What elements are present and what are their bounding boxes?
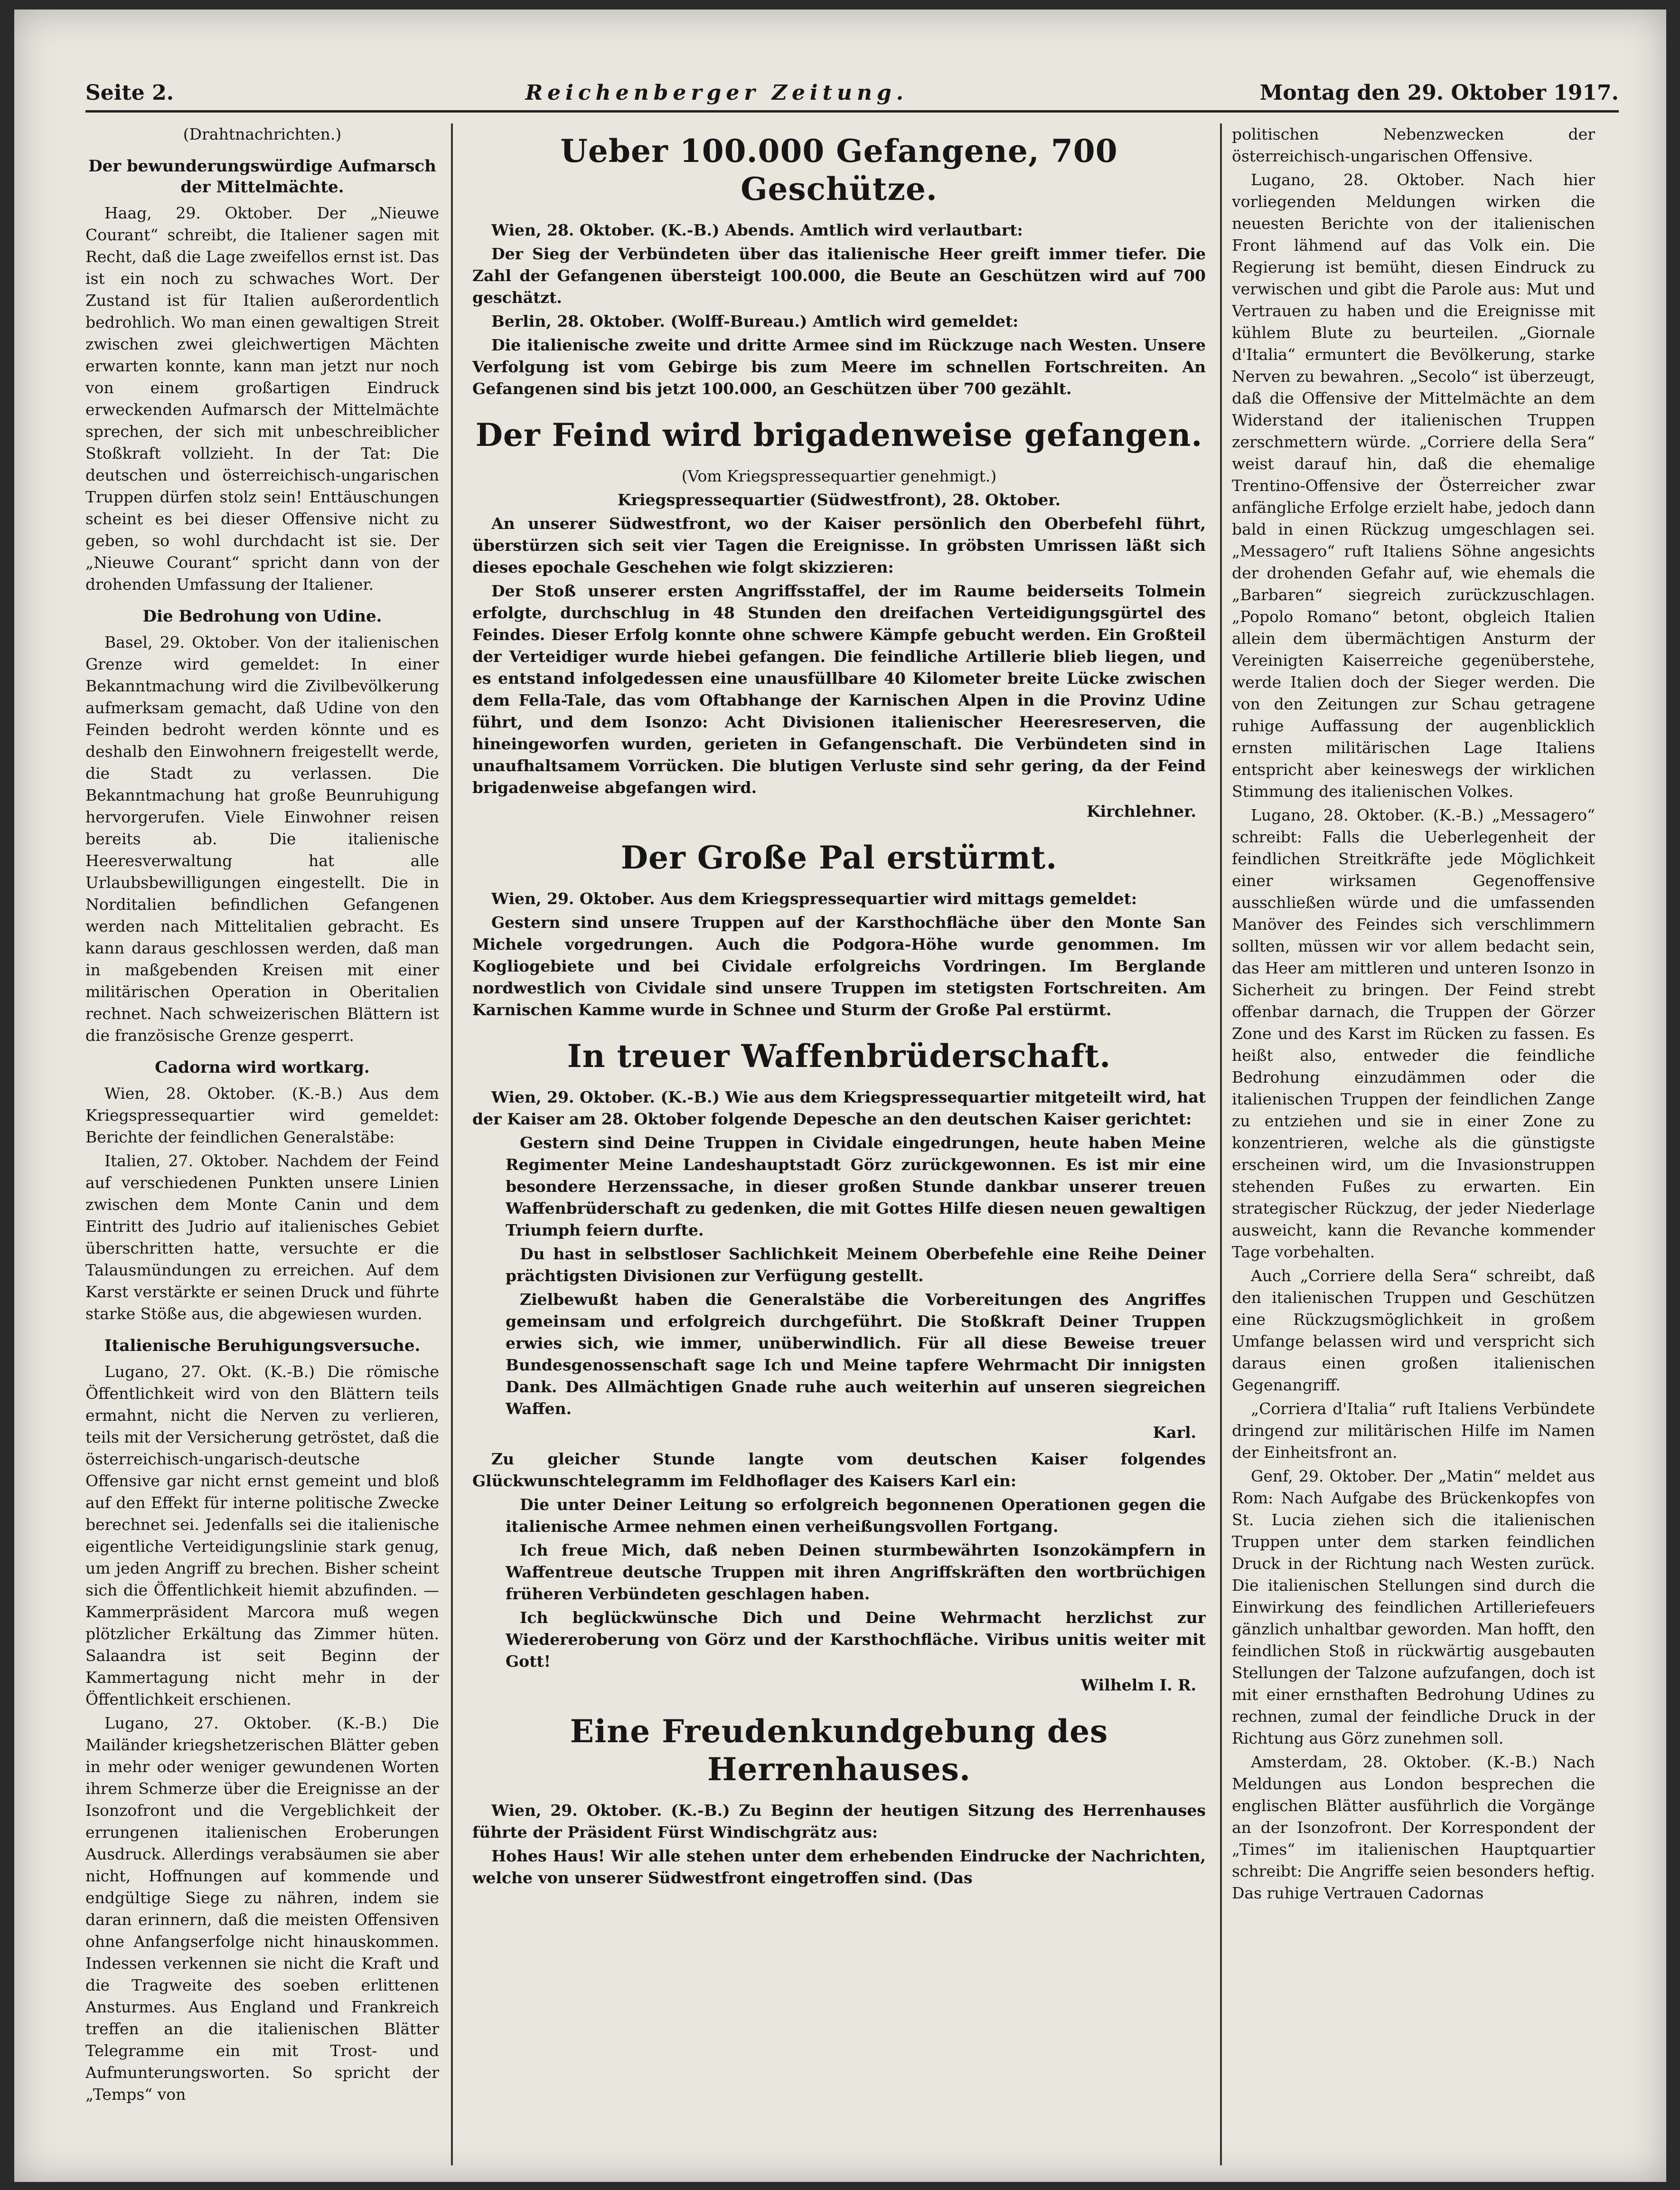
article-basel: Basel, 29. Oktober. Von der italienischen Grenze wird gemeldet: In einer Bekanntmachung wird die Zivilbevölkerung aufmerksam gemacht, daß Udine von den Feinden bedroht werden könnte und es deshalb den Einwohnern freigestellt werde, die Stadt zu verlassen. Die Bekanntmachung hat große Beunruhigung hervorgerufen. Viele Einwohner reisen bereits ab. Die italienische Heeresverwaltung hat alle Urlaubsbewilligungen eingestellt. Die in Norditalien befindlichen Gefangenen werden nach Mittelitalien gebracht. Es kann daraus geschlossen werden, daß man in maßgebenden Kreisen mit einer militärischen Operation in Oberitalien rechnet. Nach schweizerischen Blättern ist die französische Grenze gesperrt.: [85, 633, 439, 1045]
telegram-wilhelm-2: Ich freue Mich, daß neben Deinen sturmbewährten Isonzokämpfern in Waffentreue deutsche Truppen mit ihren Angriffskräften den wortbrüchigen früheren Verbündeten geschlagen haben.: [506, 1541, 1206, 1603]
headline-pal: Der Große Pal erstürmt.: [620, 839, 1058, 876]
signature-kirchlehner: Kirchlehner.: [1086, 802, 1196, 821]
article-lugano-28b: Lugano, 28. Oktober. (K.-B.) „Messagero“ schreibt: Falls die Ueberlegenheit der feindlichen Streitkräfte jede Möglichkeit einer wirksamen Gegenoffensive ausschließen würde und die umfassenden Manöver des Feindes sich verschlimmern sollten, müssen wir vor allem bedacht sein, das Heer am mittleren und unteren Isonzo in Sicherheit zu bringen. Der Feind strebt offenbar darnach, die Truppen der Görzer Zone und des Karst im Rücken zu fassen. Es heißt also, entweder die feindliche Bedrohung einzudämmen oder die italienischen Truppen der feindlichen Zange zu entziehen und sie in einer Zone zu konzentrieren, welche als die günstigste erscheinen wird, um die Invasionstruppen stehenden Fußes zu erwarten. Ein strategischer Rückzug, der jeder Niederlage ausweicht, kann die Revanche kommender Tage vorbehalten.: [1232, 806, 1595, 1261]
telegram-wilhelm-3: Ich beglückwünsche Dich und Deine Wehrmacht herzlichst zur Wiedereroberung von Görz und der Karsthochfläche. Viribus unitis weiter mit Gott!: [506, 1608, 1206, 1671]
article-wien-28: Wien, 28. Oktober. (K.-B.) Aus dem Kriegspressequartier wird gemeldet: Berichte der feindlichen Generalstäbe:: [85, 1084, 439, 1146]
dateline-wien-abends: Wien, 28. Oktober. (K.-B.) Abends. Amtlich wird verlautbart:: [491, 221, 1023, 239]
headline-aufmarsch: Der bewunderungswürdige Aufmarsch der Mittelmächte.: [88, 157, 436, 197]
article-gestern: Gestern sind unsere Truppen auf der Karsthochfläche über den Monte San Michele vorgedrungen. Auch die Podgora-Höhe wurde genommen. Im Kogliogebiete und bei Cividale erfolgreichs Vordringen. Im Berglande nordwestlich von Cividale sind unsere Truppen im stetigsten Fortschreiten. Am Karnischen Kamme wurde in Schnee und Sturm der Große Pal erstürmt.: [472, 913, 1206, 1019]
newspaper-title: Reichenberger Zeitung.: [525, 80, 909, 105]
article-amsterdam: Amsterdam, 28. Oktober. (K.-B.) Nach Meldungen aus London besprechen die englischen Blätter ausführlich die Vorgänge an der Isonzofront. Der Korrespondent der „Times“ im italienischen Hauptquartier schreibt: Die Angriffe seien besonders heftig. Das ruhige Vertrauen Cadornas: [1232, 1753, 1595, 1902]
dateline-wien-29b: Wien, 29. Oktober. (K.-B.) Wie aus dem Kriegspressequartier mitgeteilt wird, hat der Kaiser am 28. Oktober folgende Depesche an den deutschen Kaiser gerichtet:: [472, 1088, 1206, 1128]
newspaper-page: [14, 9, 1666, 2182]
column-rule: [1220, 123, 1222, 2165]
article-lugano-27b: Lugano, 27. Oktober. (K.-B.) Die Mailänder kriegshetzerischen Blätter geben in mehr oder weniger gewundenen Worten ihrem Schmerze über die Ereignisse an der Isonzofront und die Vergeblichkeit der errungenen italienischen Eroberungen Ausdruck. Allerdings verabsäumen sie aber nicht, Hoffnungen auf kommende und endgültige Siege zu nähren, indem sie daran erinnern, daß die meisten Offensiven ohne Anfangserfolge nicht hinauskommen. Indessen verkennen sie nicht die Kraft und die Tragweite des soeben erlittenen Ansturmes. Aus England und Frankreich treffen an die italienischen Blätter Telegramme ein mit Trost- und Aufmunterungsworten. So spricht der „Temps“ von: [85, 1714, 439, 2104]
dateline-berlin: Berlin, 28. Oktober. (Wolff-Bureau.) Amtlich wird gemeldet:: [491, 312, 1019, 330]
dateline-wien-29a: Wien, 29. Oktober. Aus dem Kriegspressequartier wird mittags gemeldet:: [491, 889, 1137, 908]
article-suedwestfront: An unserer Südwestfront, wo der Kaiser persönlich den Oberbefehl führt, überstürzen sich seit vier Tagen die Ereignisse. In gröbsten Umrissen läßt sich dieses epochale Geschehen wie folgt skizzieren:: [472, 514, 1206, 576]
article-armee: Die italienische zweite und dritte Armee sind im Rückzuge nach Westen. Unsere Verfolgung ist vom Gebirge bis zum Meere im schnellen Fortschreiten. An Gefangenen sind bis jetzt 100.000, an Geschützen über 700 gezählt.: [472, 336, 1206, 398]
article-lugano-27a: Lugano, 27. Okt. (K.-B.) Die römische Öffentlichkeit wird von den Blättern teils ermahnt, nicht die Nerven zu verlieren, teils mit der Versicherung getröstet, daß die österreichisch-ungarisch-deutsche Offensive gar nicht ernst gemeint und bloß auf den Effekt für interne politische Zwecke berechnet sei. Jedenfalls sei die italienische eigentliche Verteidigungslinie stark genug, um jeden Angriff zu brechen. Bisher scheint sich die Öffentlichkeit hiemit abzufinden. — Kammerpräsident Marcora muß wegen plötzlicher Erkältung das Zimmer hüten. Salaandra ist seit Beginn der Kammertagung nicht mehr in der Öffentlichkeit erschienen.: [85, 1362, 439, 1709]
masthead: [85, 76, 1619, 109]
column-center: [472, 123, 1206, 2165]
masthead-rule: [85, 110, 1619, 113]
column-left: [85, 123, 439, 2165]
headline-brigaden: Der Feind wird brigadenweise gefangen.: [475, 416, 1203, 453]
telegram-karl-3: Zielbewußt haben die Generalstäbe die Vorbereitungen des Angriffes gemeinsam und erfolgreich durchgeführt. Die Stoßkraft Deiner Truppen erwies sich, wie immer, unüberwindlich. Für all diese Beweise treuer Bundesgenossenschaft sage Ich und Meine tapfere Wehrmacht Dir innigsten Dank. Des Allmächtigen Gnade ruhe auch weiterhin auf unseren siegreichen Waffen.: [506, 1290, 1206, 1418]
headline-herrenhaus: Eine Freudenkundgebung des Herrenhauses.: [570, 1713, 1108, 1788]
telegram-karl-2: Du hast in selbstloser Sachlichkeit Meinem Oberbefehle eine Reihe Deiner prächtigsten Divisionen zur Verfügung gestellt.: [506, 1245, 1206, 1285]
column-rule: [451, 123, 453, 2165]
dateline-kpq: Kriegspressequartier (Südwestfront), 28. Oktober.: [617, 491, 1061, 509]
article-genf: Genf, 29. Oktober. Der „Matin“ meldet aus Rom: Nach Aufgabe des Brückenkopfes von St. Lucia ziehen sich die italienischen Truppen unter dem starken feindlichen Druck in der Richtung nach Westen zurück. Die italienischen Stellungen sind durch die Einwirkung des feindlichen Artilleriefeuers gänzlich unhaltbar geworden. Man hofft, den feindlichen Stoß in rückwärtig ausgebauten Stellungen der Talzone aufzufangen, doch ist mit einer ernsthaften Bedrohung Udines zu rechnen, zumal der feindliche Druck in der Richtung aus Görz zunehmen soll.: [1232, 1467, 1595, 1747]
headline-udine: Die Bedrohung von Udine.: [142, 607, 382, 626]
article-corriera-italia: „Corriera d'Italia“ ruft Italiens Verbündete dringend zur militärischen Hilfe im Namen der Einheitsfront an.: [1232, 1399, 1595, 1462]
headline-gefangene: Ueber 100.000 Gefangene, 700 Geschütze.: [560, 132, 1118, 208]
telegram-wilhelm-1: Die unter Deiner Leitung so erfolgreich begonnenen Operationen gegen die italienische Armee nehmen einen verheißungsvollen Fortgang.: [506, 1495, 1206, 1536]
signature-wilhelm: Wilhelm I. R.: [1081, 1676, 1196, 1694]
headline-beruhigung: Italienische Beruhigungsversuche.: [104, 1336, 421, 1355]
signature-karl: Karl.: [1153, 1423, 1196, 1442]
article-haag: Haag, 29. Oktober. Der „Nieuwe Courant“ schreibt, die Italiener sagen mit Recht, daß die Lage zweifellos ernst ist. Das ist ein noch zu schwaches Wort. Der Zustand ist für Italien außerordentlich bedrohlich. Wo man einen gewaltigen Streit zwischen zwei gleichwertigen Mächten erwarten konnte, kann man jetzt nur noch von einem großartigen Eindruck erweckenden Aufmarsch der Mittelmächte sprechen, der sich mit unbeschreiblicher Stoßkraft vollzieht. In der Tat: Die deutschen und österreichisch-ungarischen Truppen dürfen stolz sein! Enttäuschungen scheint es bei dieser Offensive nicht zu geben, so wohl durchdacht ist sie. Der „Nieuwe Courant“ spricht dann von der drohenden Umfassung der Italiener.: [85, 204, 439, 594]
source-note: (Vom Kriegspressequartier genehmigt.): [681, 467, 997, 485]
article-hohes-haus: Hohes Haus! Wir alle stehen unter dem erhebenden Eindrucke der Nachrichten, welche von unserer Südwestfront eingetroffen sind. (Das: [472, 1847, 1206, 1887]
page-number: Seite 2.: [85, 80, 174, 105]
dateline-wien-29c: Wien, 29. Oktober. (K.-B.) Zu Beginn der heutigen Sitzung des Herrenhauses führte der Präsident Fürst Windischgrätz aus:: [472, 1801, 1206, 1841]
column-right: [1232, 123, 1595, 2165]
article-corriere: Auch „Corriere della Sera“ schreibt, daß den italienischen Truppen und Geschützen eine Rückzugsmöglichkeit in großem Umfange belassen wird und verspricht sich daraus einen großen italienischen Gegenangriff.: [1232, 1266, 1595, 1394]
article-stoss: Der Stoß unserer ersten Angriffsstaffel, der im Raume beiderseits Tolmein erfolgte, durchschlug in 48 Stunden den dreifachen Verteidigungsgürtel des Feindes. Dieser Erfolg konnte ohne schwere Kämpfe gebucht werden. Ein Großteil der Verteidiger wurde hiebei gefangen. Die feindliche Artillerie blieb liegen, und es entstand infolgedessen eine unausfüllbare 40 Kilometer breite Lücke zwischen dem Fella-Tale, das vom Oftabhange der Karnischen Alpen in die Provinz Udine führt, und dem Isonzo: Acht Divisionen italienischer Heeresreserven, die hineingeworfen wurden, gerieten in Gefangenschaft. Die Verbündeten sind in unaufhaltsamem Vorrücken. Die blutigen Verluste sind sehr gering, da der Feind brigadenweise abgefangen wird.: [472, 582, 1206, 797]
article-italien-report: Italien, 27. Oktober. Nachdem der Feind auf verschiedenen Punkten unsere Linien zwischen dem Monte Canin und dem Eintritt des Judrio auf italienisches Gebiet überschritten hatte, versuchte er die Talausmündungen zu erreichen. Auf dem Karst verstärkte er seinen Druck und führte starke Stöße aus, die abgewiesen wurden.: [85, 1152, 439, 1323]
headline-waffenbruderschaft: In treuer Waffenbrüderschaft.: [567, 1038, 1111, 1075]
article-sieg: Der Sieg der Verbündeten über das italienische Heer greift immer tiefer. Die Zahl der Gefangenen übersteigt 100.000, die Beute an Geschützen wird auf 700 geschätzt.: [472, 245, 1206, 307]
article-lugano-28a: Lugano, 28. Oktober. Nach hier vorliegenden Meldungen wirken die neuesten Berichte von der italienischen Front lähmend auf das Volk ein. Die Regierung ist bemüht, diesen Eindruck zu verwischen und gibt die Parole aus: Mut und Vertrauen zu haben und die Ereignisse mit kühlem Blute zu beurteilen. „Giornale d'Italia“ ermuntert die Bevölkerung, starke Nerven zu bewahren. „Secolo“ ist überzeugt, daß die Offensive der Mittelmächte an dem Widerstand der italienischen Truppen zerschmettern würde. „Corriere della Sera“ weist darauf hin, daß die ehemalige Trentino-Offensive der Österreicher zwar anfängliche Erfolge erzielt habe, jedoch dann bald in einen Rückzug umgeschlagen sei. „Messagero“ ruft Italiens Söhne angesichts der drohenden Gefahr auf, wie ehemals die „Barbaren“ siegreich zurückzuschlagen. „Popolo Romano“ betont, obgleich Italien allein dem übermächtigen Ansturm der Vereinigten Kaiserreiche gegenüberstehe, werde Italien doch der Sieger werden. Die von den Zeitungen zur Schau getragene ruhige Auffassung der augenblicklich ernsten militärischen Lage Italiens entspricht aber keineswegs der wirklichen Stimmung des italienischen Volkes.: [1232, 170, 1595, 801]
issue-date: Montag den 29. Oktober 1917.: [1259, 80, 1619, 105]
article-continued: politischen Nebenzwecken der österreichisch-ungarischen Offensive.: [1232, 125, 1595, 165]
dateline-tag: (Drahtnachrichten.): [183, 125, 342, 143]
article-glueckwunsch-intro: Zu gleicher Stunde langte vom deutschen Kaiser folgendes Glückwunschtelegramm im Feldhoflager des Kaisers Karl ein:: [472, 1450, 1206, 1490]
headline-cadorna: Cadorna wird wortkarg.: [155, 1058, 370, 1077]
telegram-karl-1: Gestern sind Deine Truppen in Cividale eingedrungen, heute haben Meine Regimenter Meine Landeshauptstadt Görz zurückgewonnen. Es ist mir eine besondere Herzenssache, in dieser großen Stunde dankbar unserer treuen Waffenbrüderschaft zu gedenken, die mit Gottes Hilfe diesen neuen gewaltigen Triumph feiern durfte.: [506, 1133, 1206, 1239]
